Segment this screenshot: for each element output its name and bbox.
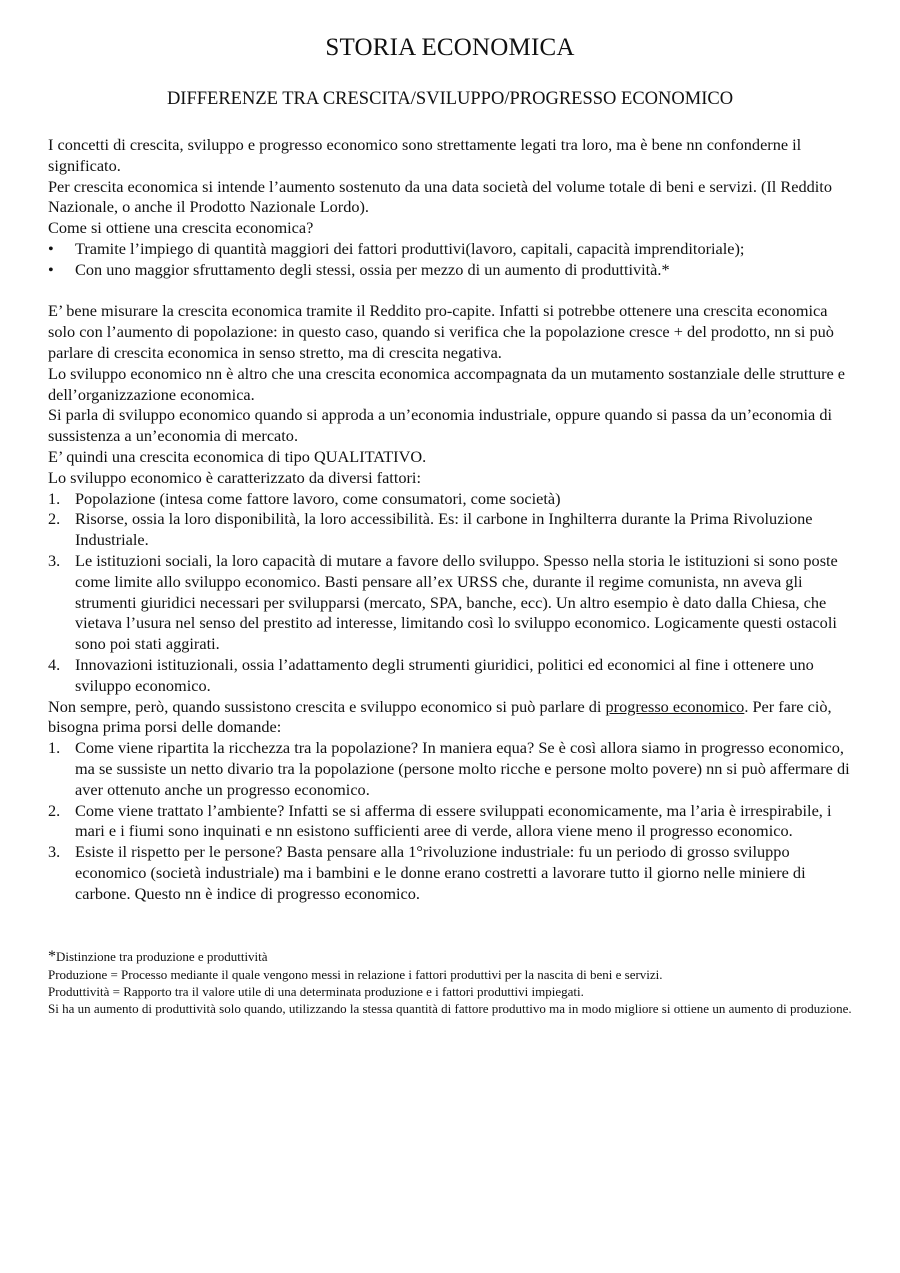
page-subtitle: DIFFERENZE TRA CRESCITA/SVILUPPO/PROGRESSO ECONOMICO <box>166 89 734 109</box>
list-item <box>48 239 852 260</box>
development-context-paragraph: Si parla di sviluppo economico quando si approda a un’economia industriale, oppure quando si passa da un’economia di sussistenza a un’economia di mercato. <box>48 405 833 446</box>
document-body <box>48 135 852 904</box>
footnote-increase-line: Si ha un aumento di produttività solo quando, utilizzando la stessa quantità di fattore produttivo ma in modo migliore si ottiene un aumento di produzione. <box>48 1001 852 1017</box>
list-item <box>48 509 852 551</box>
factors-intro-paragraph: Lo sviluppo economico è caratterizzato da diversi fattori: <box>48 467 421 487</box>
bullet-marker: • <box>48 259 54 279</box>
list-number: 3. <box>48 842 61 862</box>
list-item <box>48 842 852 904</box>
growth-methods-list <box>48 239 852 281</box>
development-factors-list <box>48 489 852 697</box>
list-item-text: Con uno maggior sfruttamento degli stessi, ossia per mezzo di un aumento di produttività.* <box>75 259 670 279</box>
growth-definition-paragraph: Per crescita economica si intende l’aumento sostenuto da una data società del volume totale di beni e servizi. (Il Reddito Nazionale, o anche il Prodotto Nazionale Lordo). <box>48 176 832 217</box>
list-item <box>48 551 852 655</box>
per-capita-paragraph: E’ bene misurare la crescita economica tramite il Reddito pro-capite. Infatti si potrebbe ottenere una crescita economica solo con l’aumento di popolazione: in questo caso, quando si verifica che la popolazione cresce + del prodotto, nn si può parlare di crescita economica in senso stretto, ma di crescita negativa. <box>48 301 834 362</box>
list-item-text: Esiste il rispetto per le persone? Basta pensare alla 1°rivoluzione industriale: fu un periodo di grosso sviluppo economico (società industriale) ma i bambini e le donne erano costretti a lavorare tutto il giorno nelle miniere di carbone. Questo nn è indice di progresso economico. <box>75 842 806 903</box>
development-definition-paragraph: Lo sviluppo economico nn è altro che una crescita economica accompagnata da un mutamento sostanziale delle strutture e dell’organizzazione economica. <box>48 363 846 404</box>
list-item <box>48 738 852 800</box>
list-item-text: Tramite l’impiego di quantità maggiori dei fattori produttivi(lavoro, capitali, capacità imprenditoriale); <box>75 238 745 258</box>
progress-text-after: . Per fare ciò, bisogna prima porsi delle domande: <box>48 696 832 737</box>
list-item <box>48 489 852 510</box>
intro-paragraph: I concetti di crescita, sviluppo e progresso economico sono strettamente legati tra loro, ma è bene nn confonderne il significato. <box>48 135 802 175</box>
list-item-text: Risorse, ossia la loro disponibilità, la loro accessibilità. Es: il carbone in Inghilterra durante la Prima Rivoluzione Industriale. <box>75 509 813 550</box>
footnote-production-line: Produzione = Processo mediante il quale vengono messi in relazione i fattori produttivi per la nascita di beni e servizi. <box>48 966 663 982</box>
list-number: 2. <box>48 509 61 529</box>
page-title: STORIA ECONOMICA <box>325 34 575 61</box>
bullet-marker: • <box>48 238 54 258</box>
list-number: 2. <box>48 800 61 820</box>
list-number: 4. <box>48 654 61 674</box>
list-item <box>48 260 852 281</box>
list-item <box>48 801 852 843</box>
footnote <box>48 948 852 1017</box>
list-item-text: Popolazione (intesa come fattore lavoro, come consumatori, come società) <box>75 488 561 508</box>
footnote-productivity-line: Produttività = Rapporto tra il valore utile di una determinata produzione e i fattori produttivi impiegati. <box>48 983 584 999</box>
list-item-text: Le istituzioni sociali, la loro capacità di mutare a favore dello sviluppo. Spesso nella storia le istituzioni si sono poste come limite allo sviluppo economico. Basti pensare all’ex URSS che, durante il regime comunista, nn aveva gli strumenti giuridici necessari per svilupparsi (mercato, SPA, banche, ecc). Un altro esempio è dato dalla Chiesa, che vietava l’usura nel senso del prestito ad interesse, limitando così lo sviluppo economico. Logicamente questi ostacoli sono poi stati aggirati. <box>75 550 838 654</box>
progress-paragraph <box>48 697 852 739</box>
qualitative-paragraph: E’ quindi una crescita economica di tipo QUALITATIVO. <box>48 446 427 466</box>
progress-questions-list <box>48 738 852 904</box>
footnote-heading-line <box>48 948 852 965</box>
growth-question-paragraph: Come si ottiene una crescita economica? <box>48 218 314 238</box>
list-number: 1. <box>48 488 61 508</box>
footnote-heading: Distinzione tra produzione e produttività <box>56 949 268 965</box>
progress-underlined-term: progresso economico <box>605 696 745 716</box>
progress-text-before: Non sempre, però, quando sussistono crescita e sviluppo economico si può parlare di <box>48 696 606 716</box>
footnote-asterisk: * <box>48 948 56 966</box>
list-item-text: Come viene ripartita la ricchezza tra la popolazione? In maniera equa? Se è così allora siamo in progresso economico, ma se sussiste un netto divario tra la popolazione (persone molto ricche e persone molto povere) nn si può affermare di aver ottenuto anche un progresso economico. <box>75 738 850 799</box>
list-number: 1. <box>48 738 61 758</box>
list-item-text: Come viene trattato l’ambiente? Infatti se si afferma di essere sviluppati economicamente, ma l’aria è irrespirabile, i mari e i fiumi sono inquinati e nn esistono sufficienti aree di verde, allora viene meno il progresso economico. <box>75 800 832 841</box>
list-item <box>48 655 852 697</box>
paragraph-spacer <box>48 281 852 302</box>
list-item-text: Innovazioni istituzionali, ossia l’adattamento degli strumenti giuridici, politici ed economici al fine i ottenere uno sviluppo economico. <box>75 654 814 695</box>
list-number: 3. <box>48 550 61 570</box>
